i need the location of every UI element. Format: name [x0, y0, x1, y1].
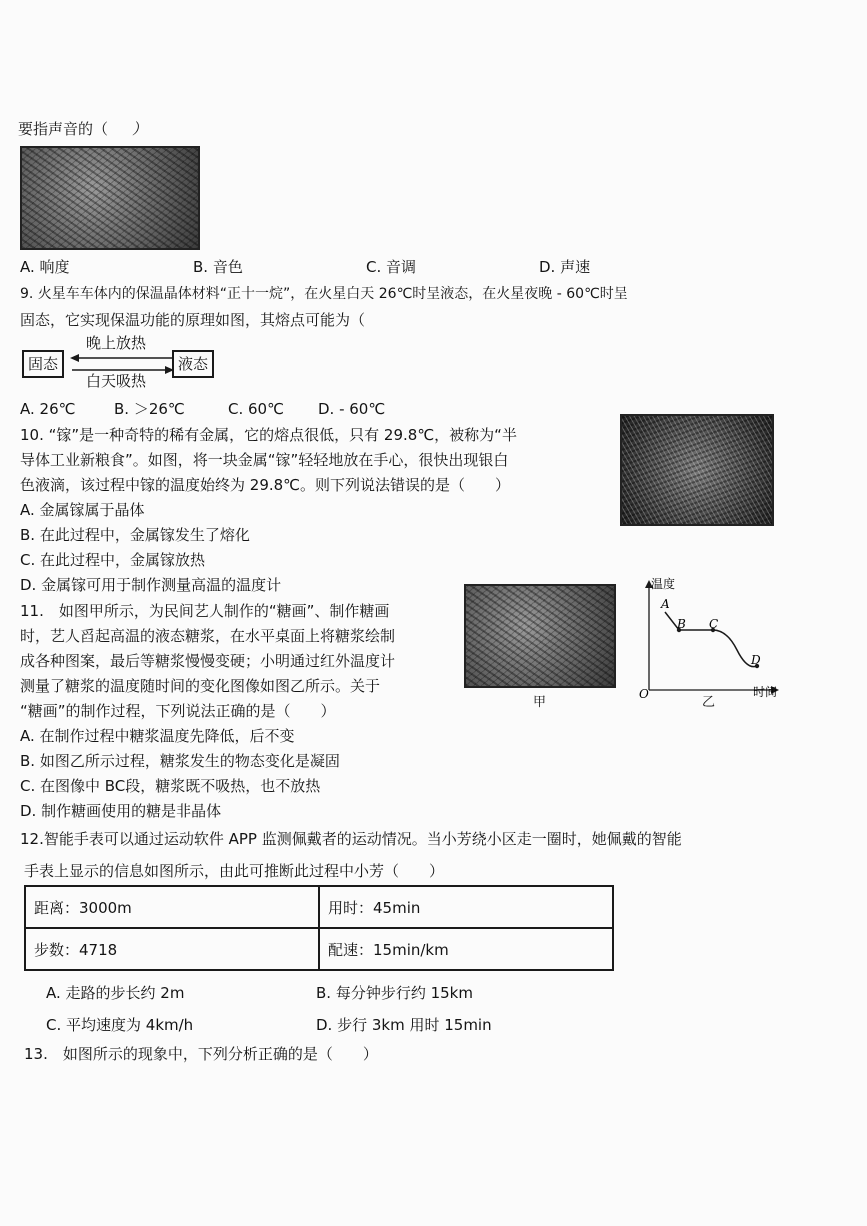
q12-option-b[interactable]: B. 每分钟步行约 15km	[316, 984, 473, 1002]
q11-temperature-graph	[635, 574, 785, 704]
q10-gallium-photo	[620, 414, 774, 526]
q12-distance-cell: 距离：3000m	[25, 886, 319, 928]
q9-right-box: 液态	[172, 350, 214, 378]
q11-point-a: A	[661, 597, 670, 611]
q10-stem-line3: 色液滴，该过程中镓的温度始终为 29.8℃。则下列说法错误的是（ ）	[20, 476, 511, 494]
q8-handwritten-mark: ）	[132, 120, 148, 138]
q11-graph-caption: 乙	[702, 695, 716, 710]
q11-option-b[interactable]: B. 如图乙所示过程，糖浆发生的物态变化是凝固	[20, 752, 340, 770]
q12-steps-cell: 步数：4718	[25, 928, 319, 970]
q11-point-b: B	[677, 617, 686, 631]
q9-stem-line2: 固态，它实现保温功能的原理如图，其熔点可能为（	[20, 311, 366, 329]
q9-option-a[interactable]: A. 26℃	[20, 400, 76, 418]
q11-stem-line4: 测量了糖浆的温度随时间的变化图像如图乙所示。关于	[20, 677, 381, 695]
q8-stem-tail: 要指声音的（ ）	[18, 120, 148, 138]
q11-point-d: D	[751, 653, 761, 667]
q10-stem-line1: 10. “镓”是一种奇特的稀有金属，它的熔点很低，只有 29.8℃，被称为“半	[20, 426, 517, 444]
q11-stem-line2: 时，艺人舀起高温的液态糖浆，在水平桌面上将糖浆绘制	[20, 627, 396, 645]
q9-bottom-label: 白天吸热	[86, 372, 147, 390]
q11-stem-line5: “糖画”的制作过程，下列说法正确的是（ ）	[20, 702, 336, 720]
q11-point-c: C	[709, 617, 719, 631]
q11-option-a[interactable]: A. 在制作过程中糖浆温度先降低，后不变	[20, 727, 295, 745]
q9-option-b[interactable]: B. ＞26℃	[114, 400, 185, 418]
q8-photo	[20, 146, 200, 250]
q11-photo-label: 甲	[533, 695, 547, 710]
table-row	[25, 928, 613, 970]
q11-graph-xlabel: 时间	[753, 685, 778, 699]
q8-option-a[interactable]: A. 响度	[20, 258, 70, 276]
q10-stem-line2: 导体工业新粮食”。如图，将一块金属“镓”轻轻地放在手心，很快出现银白	[20, 451, 509, 469]
q12-option-d[interactable]: D. 步行 3km 用时 15min	[316, 1016, 492, 1034]
q10-option-d[interactable]: D. 金属镓可用于制作测量高温的温度计	[20, 576, 282, 594]
q11-stem-line1: 11. 如图甲所示，为民间艺人制作的“糖画”、制作糖画	[20, 602, 390, 620]
q12-stem-line1: 12.智能手表可以通过运动软件 APP 监测佩戴者的运动情况。当小芳绕小区走一圈时，她佩戴的智能	[20, 830, 682, 848]
q11-graph-origin: O	[639, 687, 649, 701]
q10-option-c[interactable]: C. 在此过程中，金属镓放热	[20, 551, 206, 569]
q11-sugar-painting-photo	[464, 584, 616, 688]
q9-stem-line1: 9. 火星车车体内的保温晶体材料“正十一烷”，在火星白天 26℃时呈液态，在火星夜晚 - 60℃时呈	[20, 286, 628, 302]
q13-stem-line1: 13. 如图所示的现象中，下列分析正确的是（ ）	[24, 1045, 378, 1063]
q10-option-b[interactable]: B. 在此过程中，金属镓发生了熔化	[20, 526, 250, 544]
q11-graph-ylabel: 温度	[651, 577, 676, 591]
q11-option-c[interactable]: C. 在图像中 BC段，糖浆既不吸热，也不放热	[20, 777, 321, 795]
q12-stem-line2: 手表上显示的信息如图所示，由此可推断此过程中小芳（ ）	[24, 862, 445, 880]
q8-option-b[interactable]: B. 音色	[193, 258, 243, 276]
q12-watch-table	[24, 885, 614, 971]
q9-option-d[interactable]: D. - 60℃	[318, 400, 386, 418]
q12-time-cell: 用时：45min	[319, 886, 613, 928]
q8-option-d[interactable]: D. 声速	[539, 258, 591, 276]
q11-stem-line3: 成各种图案，最后等糖浆慢慢变硬；小明通过红外温度计	[20, 652, 396, 670]
q12-option-c[interactable]: C. 平均速度为 4km/h	[46, 1016, 194, 1034]
table-row	[25, 886, 613, 928]
q9-top-label: 晚上放热	[86, 334, 147, 352]
q12-pace-cell: 配速：15min/km	[319, 928, 613, 970]
q9-left-box: 固态	[22, 350, 64, 378]
q12-option-a[interactable]: A. 走路的步长约 2m	[46, 984, 185, 1002]
q9-option-c[interactable]: C. 60℃	[228, 400, 284, 418]
q8-option-c[interactable]: C. 音调	[366, 258, 417, 276]
q10-option-a[interactable]: A. 金属镓属于晶体	[20, 501, 145, 519]
q11-option-d[interactable]: D. 制作糖画使用的糖是非晶体	[20, 802, 222, 820]
